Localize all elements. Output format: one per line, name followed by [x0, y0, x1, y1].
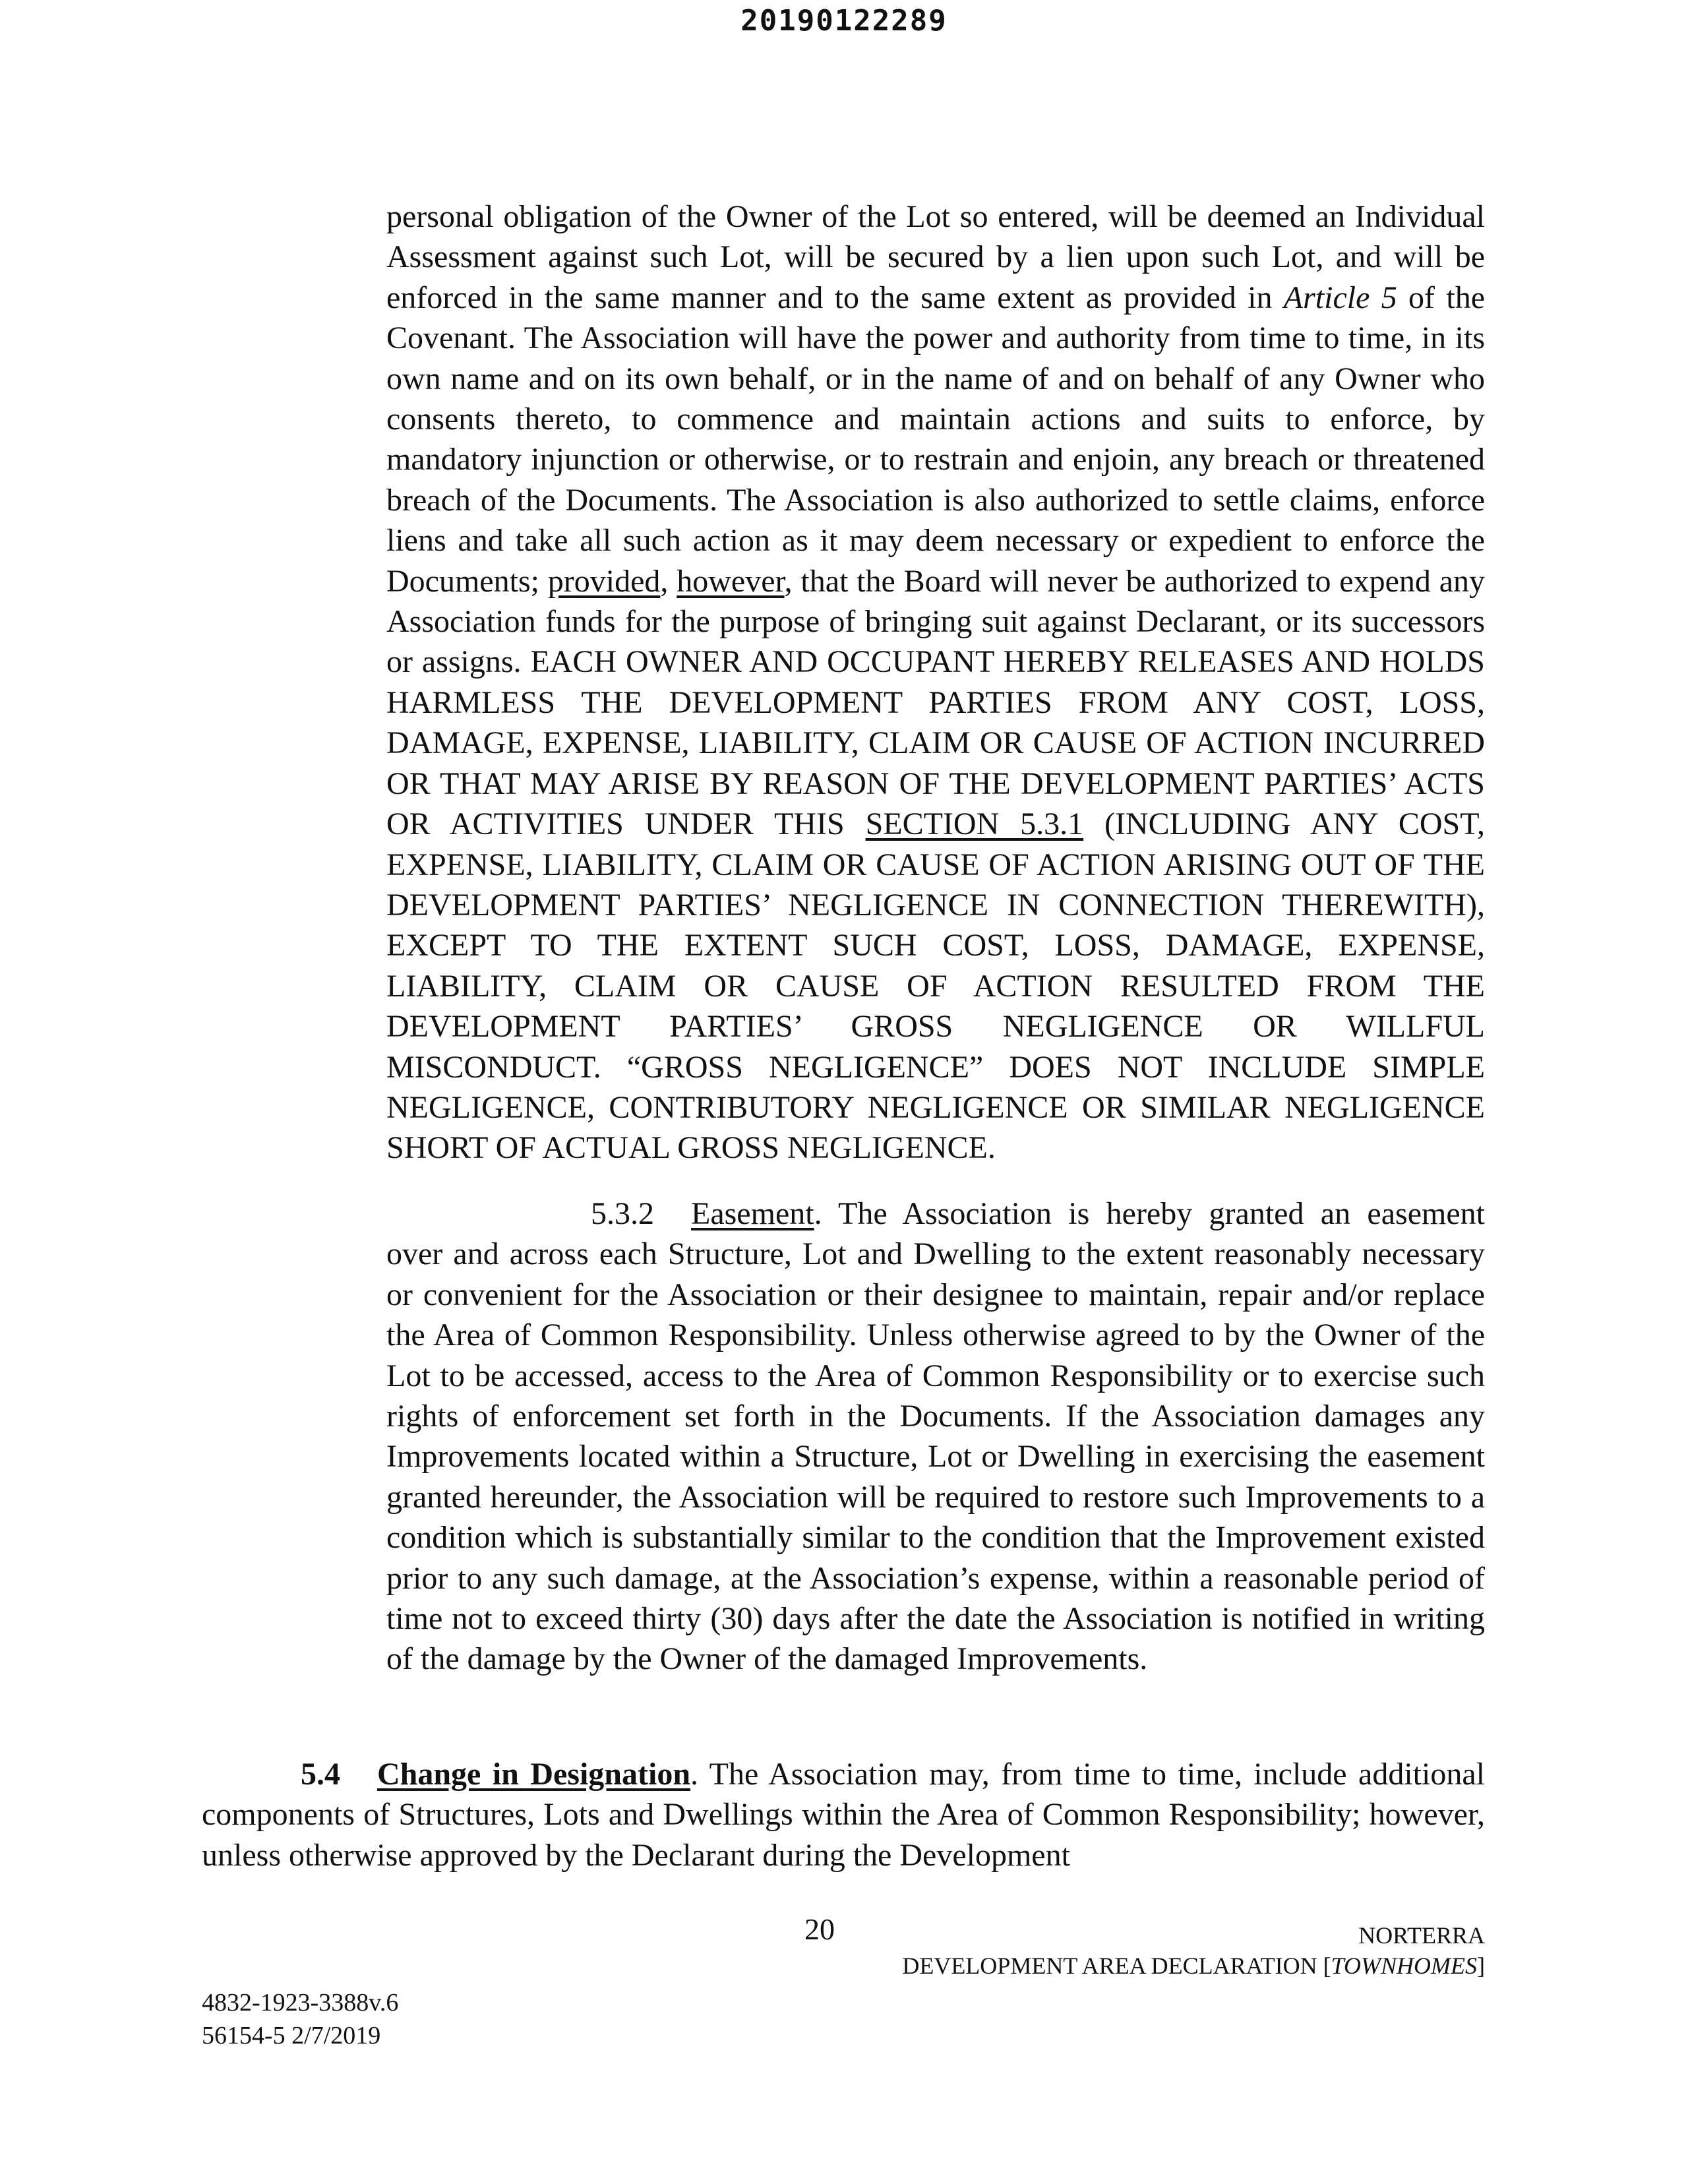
section-title: Easement	[691, 1196, 814, 1231]
doc-version: 4832-1923-3388v.6	[202, 1989, 399, 2017]
footer-project: NORTERRA	[1358, 1922, 1485, 1949]
paragraph-text: of the Covenant. The Association will have the power and authority from time to time, in its own name and on its own behalf, or in the name of and on behalf of any Owner who consents thereto, to commence and maintain actions and suits to enforce, by mandatory injunction or otherwise, or to restrain and enjoin, any breach or threatened breach of the Documents. The Association is also authorized to settle claims, enforce liens and take all such action as it may deem necessary or expedient to enforce the Documents;	[386, 280, 1486, 599]
however-term: however	[677, 563, 785, 599]
page-number: 20	[804, 1912, 835, 1946]
section-5-4	[202, 1754, 1485, 1875]
footer-title	[902, 1920, 1485, 1981]
paragraph-text: personal obligation of the Owner of the Lot so entered, will be deemed an Individual Assessment against such Lot, will be secured by a lien upon such Lot, and will be enforced in the same manner and to the same extent as provided in	[386, 199, 1485, 315]
paragraph-text: , that the Board will never be authorized to expend any Association funds for the purpose of bringing suit against Declarant, or its successors or assigns. EACH OWNER AND OCCUPANT HEREBY RELEASES AND HOLDS HARMLESS THE DEVELOPMENT PARTIES FROM ANY COST, LOSS, DAMAGE, EXPENSE, LIABILITY, CLAIM OR CAUSE OF ACTION INCURRED OR THAT MAY ARISE BY REASON OF THE DEVELOPMENT PARTIES’ ACTS OR ACTIVITIES UNDER THIS	[386, 563, 1485, 842]
footer-document-title: DEVELOPMENT AREA DECLARATION [TOWNHOMES]	[902, 1953, 1485, 1979]
paragraph-text: ,	[660, 563, 677, 599]
section-number: 5.4	[301, 1757, 340, 1792]
footer-doc-reference	[202, 1986, 398, 2052]
provided-term: provided	[547, 563, 661, 599]
doc-client-date: 56154-5 2/7/2019	[202, 2022, 381, 2049]
section-reference: SECTION 5.3.1	[865, 806, 1084, 842]
section-text: . The Association may, from time to time, include additional components of Structures, Lots and Dwellings within the Area of Common Responsibility; however, unless otherwise approved by the Declarant during the Development	[202, 1757, 1485, 1873]
document-number: 20190122289	[740, 4, 948, 38]
paragraph-text: (INCLUDING ANY COST, EXPENSE, LIABILITY, CLAIM OR CAUSE OF ACTION ARISING OUT OF THE DEVELOPMENT PARTIES’ NEGLIGENCE IN CONNECTION THEREWITH), EXCEPT TO THE EXTENT SUCH COST, LOSS, DAMAGE, EXPENSE, LIABILITY, CLAIM OR CAUSE OF ACTION RESULTED FROM THE DEVELOPMENT PARTIES’ GROSS NEGLIGENCE OR WILLFUL MISCONDUCT. “GROSS NEGLIGENCE” DOES NOT INCLUDE SIMPLE NEGLIGENCE, CONTRIBUTORY NEGLIGENCE OR SIMILAR NEGLIGENCE SHORT OF ACTUAL GROSS NEGLIGENCE.	[386, 806, 1485, 1166]
section-5-3-2	[386, 1194, 1485, 1680]
section-text: . The Association is hereby granted an easement over and across each Structure, Lot and Dwelling to the extent reasonably necessary or convenient for the Association or their designee to maintain, repair and/or replace the Area of Common Responsibility. Unless otherwise agreed to by the Owner of the Lot to be accessed, access to the Area of Common Responsibility or to exercise such rights of enforcement set forth in the Documents. If the Association damages any Improvements located within a Structure, Lot or Dwelling in exercising the easement granted hereunder, the Association will be required to restore such Improvements to a condition which is substantially similar to the condition that the Improvement existed prior to any such damage, at the Association’s expense, within a reasonable period of time not to exceed thirty (30) days after the date the Association is notified in writing of the damage by the Owner of the damaged Improvements.	[386, 1196, 1485, 1677]
section-title: Change in Designation	[377, 1757, 691, 1792]
section-number: 5.3.2	[591, 1196, 654, 1231]
article-reference: Article 5	[1283, 280, 1397, 315]
paragraph-enforcement	[386, 197, 1485, 1168]
